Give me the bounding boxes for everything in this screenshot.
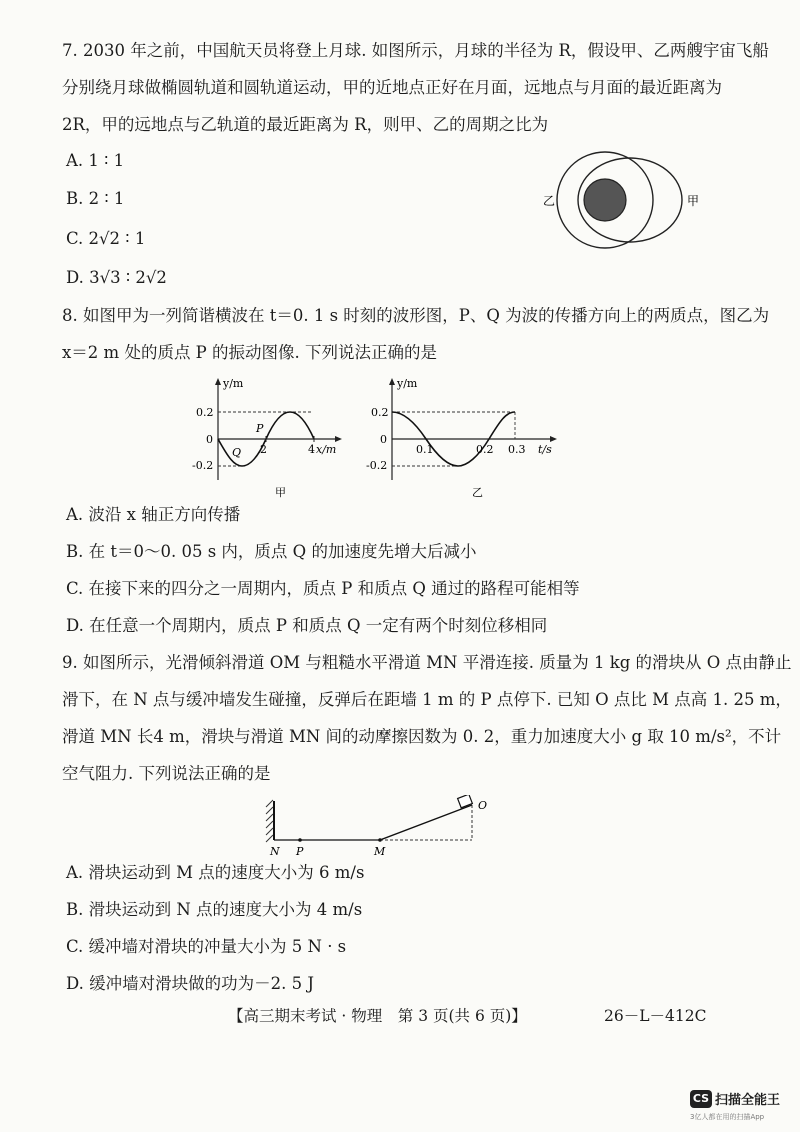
- orbit-jia-label: 甲: [687, 194, 700, 208]
- page-footer-code: 26－L－412C: [604, 1007, 707, 1025]
- point-p-dot: [298, 838, 302, 842]
- q9-line-2: 滑下，在 N 点与缓冲墙发生碰撞，反弹后在距墙 1 m 的 P 点停下. 已知 O 点比 M 点高 1. 25 m，: [62, 690, 792, 709]
- q9-option-a: A. 滑块运动到 M 点的速度大小为 6 m/s: [66, 863, 365, 882]
- brand-slogan: 3亿人都在用的扫描App: [690, 1113, 765, 1121]
- ylabel: y/m: [223, 377, 244, 390]
- xtick-03: 0.3: [508, 443, 526, 456]
- xlabel: t/s: [538, 443, 552, 456]
- wave-graph-jia: [180, 372, 350, 502]
- ytick-bottom: -0.2: [366, 459, 388, 472]
- y-axis-arrow: [389, 378, 395, 385]
- q7-option-d: D. 3√3 ∶ 2√2: [66, 268, 167, 287]
- point-m-dot: [378, 838, 382, 842]
- t-axis-arrow: [550, 436, 557, 442]
- label-n: N: [270, 845, 280, 858]
- q8-option-a: A. 波沿 x 轴正方向传播: [66, 505, 241, 524]
- q7-option-c: C. 2√2 ∶ 1: [66, 229, 146, 248]
- origin: 0: [206, 433, 213, 446]
- scanner-watermark: [690, 1088, 781, 1121]
- q9-option-d: D. 缓冲墙对滑块做的功为－2. 5 J: [66, 974, 314, 993]
- xlabel: x/m: [316, 443, 337, 456]
- brand-name: 扫描全能王: [715, 1093, 781, 1108]
- moon-disc: [584, 179, 626, 221]
- q7-option-b: B. 2 ∶ 1: [66, 189, 125, 208]
- point-p-label: P: [256, 422, 264, 435]
- q9-option-c: C. 缓冲墙对滑块的冲量大小为 5 N · s: [66, 937, 347, 956]
- label-o: O: [478, 799, 488, 812]
- q7-line-2: 分别绕月球做椭圆轨道和圆轨道运动，甲的近地点正好在月面，远地点与月面的最近距离为: [62, 78, 722, 97]
- cs-logo: CS: [690, 1090, 712, 1108]
- point-q-label: Q: [232, 446, 242, 459]
- q9-line-3: 滑道 MN 长4 m，滑块与滑道 MN 间的动摩擦因数为 0. 2，重力加速度大小 g 取 10 m/s²，不计: [62, 727, 782, 746]
- q8-option-c: C. 在接下来的四分之一周期内，质点 P 和质点 Q 通过的路程可能相等: [66, 579, 580, 598]
- q9-slide-figure: [260, 795, 530, 860]
- x-axis-arrow: [335, 436, 342, 442]
- xtick-2: 2: [260, 443, 267, 456]
- xtick-01: 0.1: [416, 443, 434, 456]
- y-axis-arrow: [215, 378, 221, 385]
- q8-option-b: B. 在 t＝0～0. 05 s 内，质点 Q 的加速度先增大后减小: [66, 542, 477, 561]
- q8-line-1: 8. 如图甲为一列简谐横波在 t＝0. 1 s 时刻的波形图，P、Q 为波的传播方向上的两质点，图乙为: [62, 306, 770, 325]
- q7-orbit-figure: [535, 145, 705, 260]
- ytick-bottom: -0.2: [192, 459, 214, 472]
- wall-hatch: [266, 800, 273, 842]
- q8-option-d: D. 在任意一个周期内，质点 P 和质点 Q 一定有两个时刻位移相同: [66, 616, 548, 635]
- q8-line-2: x＝2 m 处的质点 P 的振动图像. 下列说法正确的是: [62, 343, 438, 362]
- caption: 乙: [472, 486, 483, 499]
- q9-line-1: 9. 如图所示，光滑倾斜滑道 OM 与粗糙水平滑道 MN 平滑连接. 质量为 1 kg 的滑块从 O 点由静止: [62, 653, 792, 672]
- q7-line-1: 7. 2030 年之前，中国航天员将登上月球. 如图所示，月球的半径为 R，假设甲、乙两艘宇宙飞船: [62, 41, 769, 60]
- origin: 0: [380, 433, 387, 446]
- vibration-graph-yi: [360, 372, 570, 502]
- label-p: P: [296, 845, 304, 858]
- ytick-top: 0.2: [196, 406, 214, 419]
- ylabel: y/m: [397, 377, 418, 390]
- ytick-top: 0.2: [371, 406, 389, 419]
- q7-option-a: A. 1 ∶ 1: [66, 151, 125, 170]
- caption: 甲: [275, 486, 286, 499]
- xtick-4: 4: [308, 443, 315, 456]
- label-m: M: [374, 845, 386, 858]
- incline-track: [380, 805, 472, 840]
- q9-option-b: B. 滑块运动到 N 点的速度大小为 4 m/s: [66, 900, 363, 919]
- xtick-02: 0.2: [476, 443, 494, 456]
- page-footer-title: 【高三期末考试 · 物理 第 3 页(共 6 页)】: [228, 1007, 527, 1025]
- orbit-yi-label: 乙: [543, 194, 556, 208]
- q9-line-4: 空气阻力. 下列说法正确的是: [62, 764, 271, 783]
- q7-line-3: 2R，甲的远地点与乙轨道的最近距离为 R，则甲、乙的周期之比为: [62, 115, 549, 134]
